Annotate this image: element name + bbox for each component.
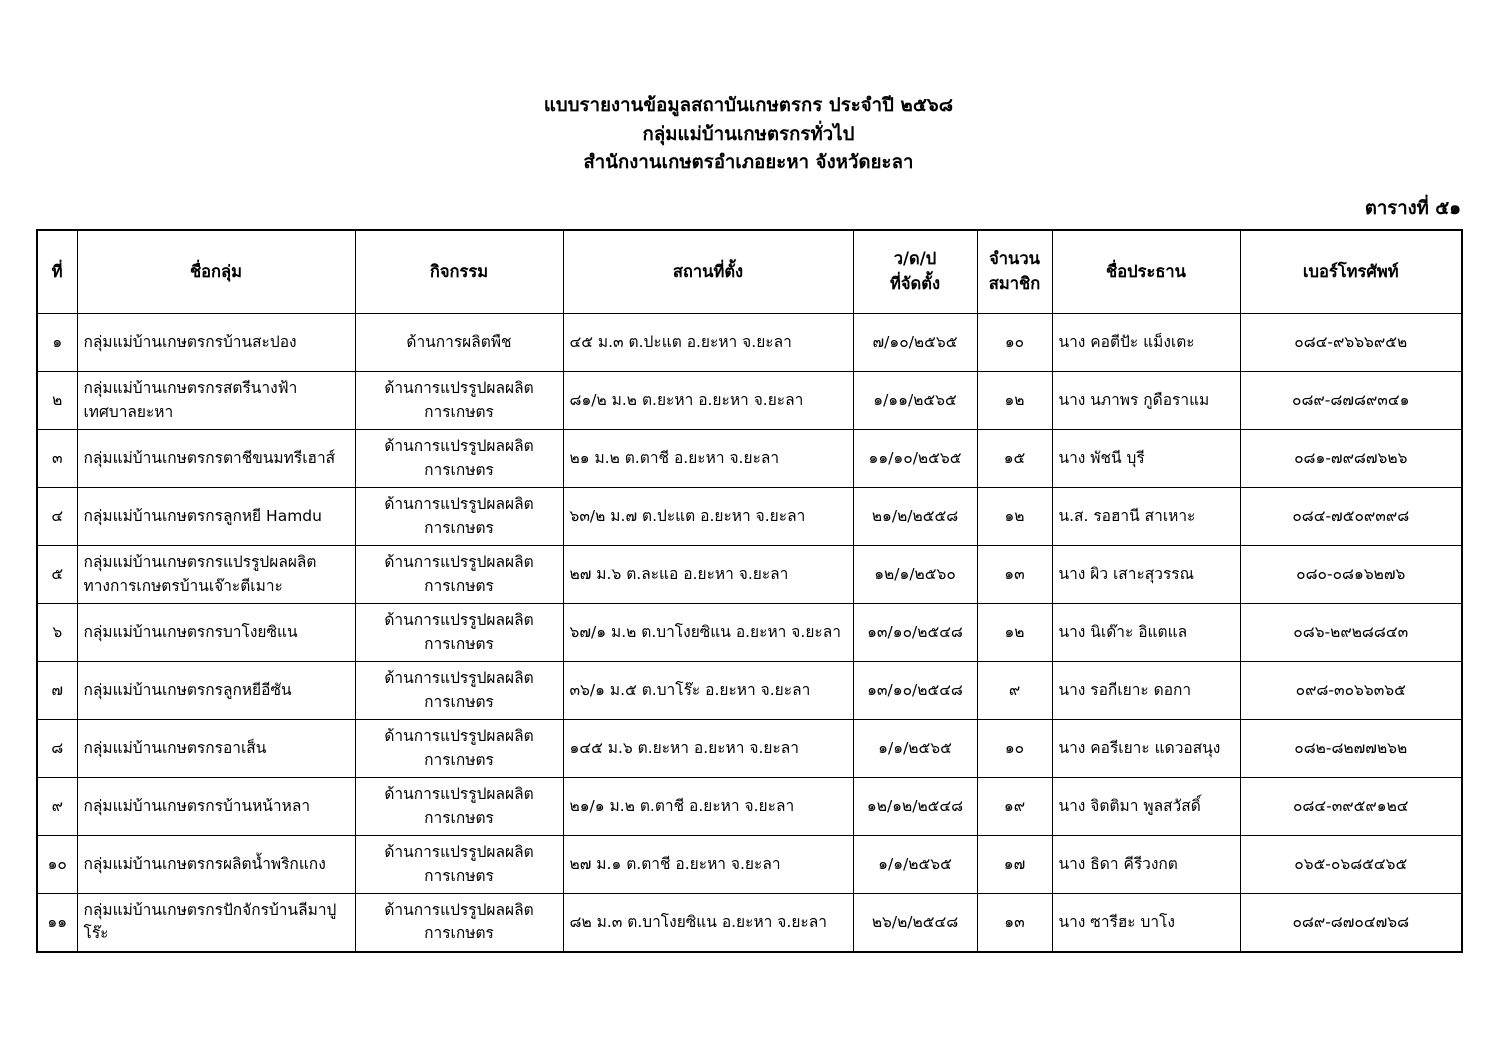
cell-date: ๑๒/๑๒/๒๕๔๘ — [853, 778, 977, 836]
column-header-group-name: ชื่อกลุ่ม — [77, 230, 355, 314]
table-row — [37, 604, 1462, 662]
cell-no: ๒ — [37, 372, 77, 430]
cell-date: ๒๖/๒/๒๕๔๘ — [853, 894, 977, 952]
cell-group-name: กลุ่มแม่บ้านเกษตรกรแปรรูปผลผลิตทางการเกษตรบ้านเจ๊าะตีเมาะ — [77, 546, 355, 604]
cell-phone: ๐๖๕-๐๖๘๕๔๖๕ — [1240, 836, 1462, 894]
cell-location: ๖๓/๒ ม.๗ ต.ปะแต อ.ยะหา จ.ยะลา — [563, 488, 853, 546]
cell-phone: ๐๘๔-๗๕๐๙๓๙๘ — [1240, 488, 1462, 546]
document-header — [0, 0, 1497, 178]
cell-group-name: กลุ่มแม่บ้านเกษตรกรสตรีนางฟ้าเทศบาลยะหา — [77, 372, 355, 430]
cell-members: ๑๒ — [977, 372, 1052, 430]
cell-activity: ด้านการแปรรูปผลผลิตการเกษตร — [355, 430, 563, 488]
cell-phone: ๐๘๔-๙๖๖๖๙๕๒ — [1240, 314, 1462, 372]
cell-location: ๓๖/๑ ม.๕ ต.บาโร๊ะ อ.ยะหา จ.ยะลา — [563, 662, 853, 720]
cell-activity: ด้านการผลิตพืช — [355, 314, 563, 372]
column-header-phone: เบอร์โทรศัพท์ — [1240, 230, 1462, 314]
cell-phone: ๐๘๙-๘๗๘๙๓๔๑ — [1240, 372, 1462, 430]
cell-group-name: กลุ่มแม่บ้านเกษตรกรผลิตน้ำพริกแกง — [77, 836, 355, 894]
cell-chairperson: นาง นิเด๊าะ อิแตแล — [1052, 604, 1240, 662]
cell-chairperson: นาง รอกีเยาะ ดอกา — [1052, 662, 1240, 720]
cell-members: ๑๓ — [977, 546, 1052, 604]
cell-location: ๘๑/๒ ม.๒ ต.ยะหา อ.ยะหา จ.ยะลา — [563, 372, 853, 430]
table-row — [37, 836, 1462, 894]
cell-date: ๑๒/๑/๒๕๖๐ — [853, 546, 977, 604]
cell-location: ๑๔๕ ม.๖ ต.ยะหา อ.ยะหา จ.ยะลา — [563, 720, 853, 778]
cell-phone: ๐๘๔-๓๙๕๙๑๒๔ — [1240, 778, 1462, 836]
cell-group-name: กลุ่มแม่บ้านเกษตรกรบาโงยซิแน — [77, 604, 355, 662]
table-row — [37, 430, 1462, 488]
cell-phone: ๐๘๑-๗๙๘๗๖๒๖ — [1240, 430, 1462, 488]
table-container — [0, 229, 1497, 953]
cell-location: ๖๗/๑ ม.๒ ต.บาโงยซิแน อ.ยะหา จ.ยะลา — [563, 604, 853, 662]
cell-activity: ด้านการแปรรูปผลผลิตการเกษตร — [355, 604, 563, 662]
table-header — [37, 230, 1462, 314]
table-row — [37, 314, 1462, 372]
cell-no: ๕ — [37, 546, 77, 604]
cell-chairperson: นาง ซารีฮะ บาโง — [1052, 894, 1240, 952]
table-row — [37, 372, 1462, 430]
column-header-date-line1: ว/ด/ป — [893, 249, 937, 269]
cell-phone: ๐๙๘-๓๐๖๖๓๖๕ — [1240, 662, 1462, 720]
column-header-members — [977, 230, 1052, 314]
report-title-line-3: สำนักงานเกษตรอำเภอยะหา จังหวัดยะลา — [583, 152, 914, 174]
cell-activity: ด้านการแปรรูปผลผลิตการเกษตร — [355, 488, 563, 546]
cell-members: ๑๗ — [977, 836, 1052, 894]
column-header-date — [853, 230, 977, 314]
table-row — [37, 662, 1462, 720]
column-header-no: ที่ — [37, 230, 77, 314]
cell-location: ๔๕ ม.๓ ต.ปะแต อ.ยะหา จ.ยะลา — [563, 314, 853, 372]
cell-date: ๒๑/๒/๒๕๕๘ — [853, 488, 977, 546]
cell-group-name: กลุ่มแม่บ้านเกษตรกรปักจักรบ้านลีมาปูโร๊ะ — [77, 894, 355, 952]
column-header-date-line2: ที่จัดตั้ง — [889, 274, 941, 294]
column-header-location: สถานที่ตั้ง — [563, 230, 853, 314]
cell-chairperson: นาง ผิว เสาะสุวรรณ — [1052, 546, 1240, 604]
cell-phone: ๐๘๐-๐๘๑๖๒๗๖ — [1240, 546, 1462, 604]
cell-phone: ๐๘๖-๒๙๒๘๘๔๓ — [1240, 604, 1462, 662]
cell-location: ๒๗ ม.๑ ต.ตาชี อ.ยะหา จ.ยะลา — [563, 836, 853, 894]
cell-group-name: กลุ่มแม่บ้านเกษตรกรลูกหยีอีซัน — [77, 662, 355, 720]
cell-date: ๑๑/๑๐/๒๕๖๕ — [853, 430, 977, 488]
table-row — [37, 546, 1462, 604]
farmer-institution-table — [36, 229, 1463, 953]
cell-chairperson: น.ส. รอฮานี สาเหาะ — [1052, 488, 1240, 546]
cell-members: ๑๕ — [977, 430, 1052, 488]
cell-no: ๑๐ — [37, 836, 77, 894]
cell-no: ๑๑ — [37, 894, 77, 952]
cell-date: ๑/๑๑/๒๕๖๕ — [853, 372, 977, 430]
table-body — [37, 314, 1462, 952]
cell-group-name: กลุ่มแม่บ้านเกษตรกรลูกหยี Hamdu — [77, 488, 355, 546]
cell-activity: ด้านการแปรรูปผลผลิตการเกษตร — [355, 720, 563, 778]
cell-group-name: กลุ่มแม่บ้านเกษตรกรบ้านหน้าหลา — [77, 778, 355, 836]
table-row — [37, 720, 1462, 778]
column-header-chairperson: ชื่อประธาน — [1052, 230, 1240, 314]
cell-members: ๑๐ — [977, 314, 1052, 372]
cell-chairperson: นาง พัชนี บุรี — [1052, 430, 1240, 488]
report-title-line-1: แบบรายงานข้อมูลสถาบันเกษตรกร ประจำปี ๒๕๖๘ — [543, 95, 954, 116]
cell-no: ๖ — [37, 604, 77, 662]
table-row — [37, 894, 1462, 952]
cell-members: ๑๙ — [977, 778, 1052, 836]
cell-activity: ด้านการแปรรูปผลผลิตการเกษตร — [355, 778, 563, 836]
cell-members: ๙ — [977, 662, 1052, 720]
cell-date: ๑๓/๑๐/๒๕๔๘ — [853, 662, 977, 720]
cell-chairperson: นาง นภาพร กูดือราแม — [1052, 372, 1240, 430]
cell-no: ๑ — [37, 314, 77, 372]
cell-chairperson: นาง ธิดา คีรีวงกต — [1052, 836, 1240, 894]
cell-location: ๒๗ ม.๖ ต.ละแอ อ.ยะหา จ.ยะลา — [563, 546, 853, 604]
cell-members: ๑๒ — [977, 488, 1052, 546]
cell-activity: ด้านการแปรรูปผลผลิตการเกษตร — [355, 836, 563, 894]
cell-chairperson: นาง จิตติมา พูลสวัสดิ์ — [1052, 778, 1240, 836]
cell-location: ๘๒ ม.๓ ต.บาโงยซิแน อ.ยะหา จ.ยะลา — [563, 894, 853, 952]
table-header-row — [37, 230, 1462, 314]
cell-location: ๒๑ ม.๒ ต.ตาชี อ.ยะหา จ.ยะลา — [563, 430, 853, 488]
cell-members: ๑๒ — [977, 604, 1052, 662]
cell-phone: ๐๘๙-๘๗๐๔๗๖๘ — [1240, 894, 1462, 952]
cell-chairperson: นาง คอรีเยาะ แดวอสนุง — [1052, 720, 1240, 778]
table-row — [37, 488, 1462, 546]
cell-members: ๑๐ — [977, 720, 1052, 778]
cell-no: ๘ — [37, 720, 77, 778]
cell-no: ๗ — [37, 662, 77, 720]
cell-chairperson: นาง คอตีปัะ แม็งเตะ — [1052, 314, 1240, 372]
cell-date: ๗/๑๐/๒๕๖๕ — [853, 314, 977, 372]
cell-activity: ด้านการแปรรูปผลผลิตการเกษตร — [355, 894, 563, 952]
cell-date: ๑๓/๑๐/๒๕๔๘ — [853, 604, 977, 662]
cell-location: ๒๑/๑ ม.๒ ต.ตาชี อ.ยะหา จ.ยะลา — [563, 778, 853, 836]
table-number-label: ตารางที่ ๕๑ — [1364, 198, 1461, 220]
column-header-activity: กิจกรรม — [355, 230, 563, 314]
cell-no: ๓ — [37, 430, 77, 488]
cell-no: ๙ — [37, 778, 77, 836]
column-header-members-line1: จำนวน — [989, 249, 1040, 269]
cell-group-name: กลุ่มแม่บ้านเกษตรกรตาชีขนมทรีเฮาส์ — [77, 430, 355, 488]
cell-members: ๑๓ — [977, 894, 1052, 952]
column-header-members-line2: สมาชิก — [988, 274, 1041, 294]
cell-date: ๑/๑/๒๕๖๕ — [853, 720, 977, 778]
cell-activity: ด้านการแปรรูปผลผลิตการเกษตร — [355, 372, 563, 430]
cell-group-name: กลุ่มแม่บ้านเกษตรกรบ้านสะปอง — [77, 314, 355, 372]
table-row — [37, 778, 1462, 836]
cell-group-name: กลุ่มแม่บ้านเกษตรกรอาเส็น — [77, 720, 355, 778]
cell-phone: ๐๘๒-๘๒๗๗๒๖๒ — [1240, 720, 1462, 778]
cell-no: ๔ — [37, 488, 77, 546]
report-title-line-2: กลุ่มแม่บ้านเกษตรกรทั่วไป — [642, 123, 855, 145]
cell-date: ๑/๑/๒๕๖๕ — [853, 836, 977, 894]
cell-activity: ด้านการแปรรูปผลผลิตการเกษตร — [355, 662, 563, 720]
cell-activity: ด้านการแปรรูปผลผลิตการเกษตร — [355, 546, 563, 604]
